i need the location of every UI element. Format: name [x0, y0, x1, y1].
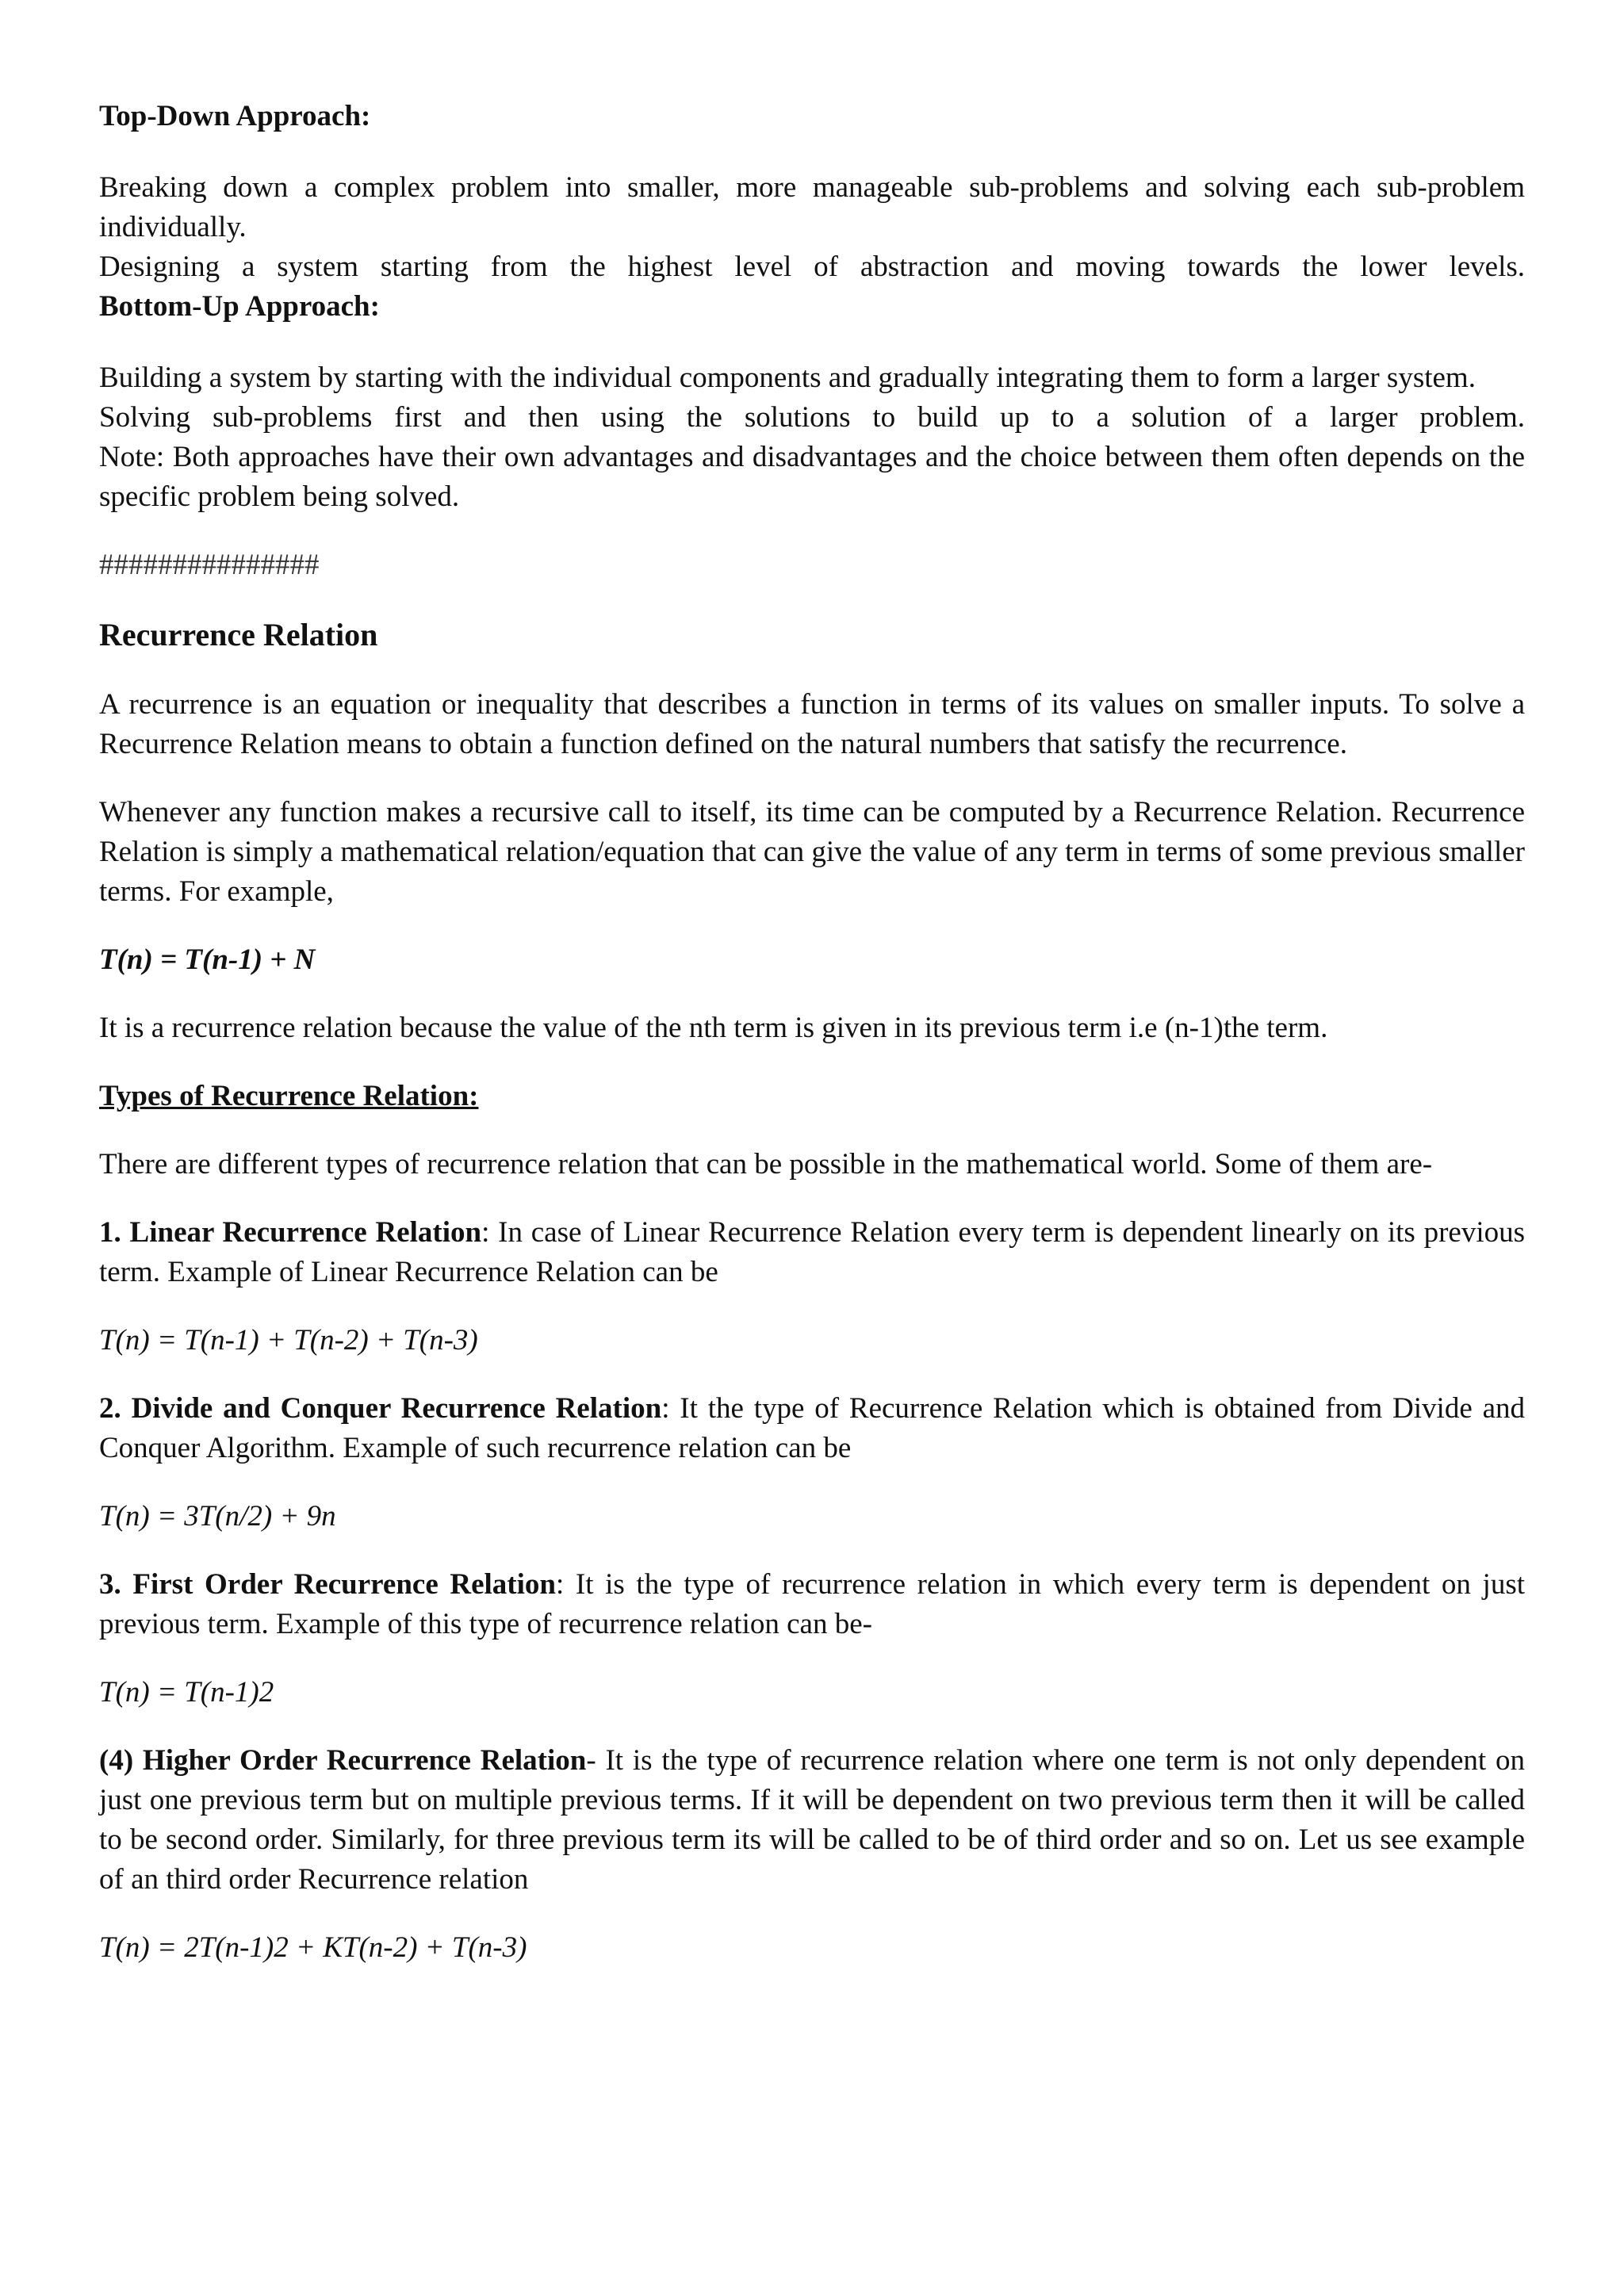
type-linear: [99, 1213, 1525, 1360]
type-first-order-desc: It is the type of recurrence relation in which every term is dependent on just previous term. Example of this type of recurrence relation can be-: [99, 1568, 1526, 1640]
type-first-order-sep: :: [555, 1568, 576, 1601]
type-divide-conquer: [99, 1389, 1525, 1536]
recurrence-title: Recurrence Relation: [99, 617, 378, 652]
recurrence-intro-1: A recurrence is an equation or inequality that describes a function in terms of its values on smaller inputs. To solve a Recurrence Relation means to obtain a function defined on the natural numbers that satisfy the recurrence.: [99, 688, 1525, 760]
type-divide-conquer-name: 2. Divide and Conquer Recurrence Relation: [99, 1392, 662, 1425]
type-higher-order-desc: It is the type of recurrence relation where one term is not only dependent on just one previous term but on multiple previous terms. If it will be dependent on two previous term then it will be called to be second order. Similarly, for three previous term its will be called to be of third order and so on. Let us see example of an third order Recurrence relation: [99, 1744, 1526, 1896]
type-linear-name: 1. Linear Recurrence Relation: [99, 1216, 482, 1249]
type-first-order-name: 3. First Order Recurrence Relation: [99, 1568, 556, 1601]
type-divide-conquer-desc: It the type of Recurrence Relation which is obtained from Divide and Conquer Algorithm. Example of such recurrence relation can be: [99, 1392, 1525, 1464]
type-linear-sep: :: [481, 1216, 499, 1249]
bottom-up-paragraph-1: Building a system by starting with the individual components and gradually integrating them to form a larger system.: [99, 362, 1476, 394]
type-linear-desc: In case of Linear Recurrence Relation every term is dependent linearly on its previous term. Example of Linear Recurrence Relation can be: [99, 1216, 1526, 1288]
recurrence-intro-2: Whenever any function makes a recursive call to itself, its time can be computed by a Recurrence Relation. Recurrence Relation is simply a mathematical relation/equation that can give the value of any term in terms of some previous smaller terms. For example,: [99, 796, 1525, 908]
type-first-order-text: [99, 1565, 1525, 1644]
type-higher-order-formula: T(n) = 2T(n-1)2 + KT(n-2) + T(n-3): [99, 1931, 527, 1964]
type-divide-conquer-formula: T(n) = 3T(n/2) + 9n: [99, 1500, 336, 1533]
type-higher-order-sep: -: [586, 1744, 606, 1777]
type-linear-formula: T(n) = T(n-1) + T(n-2) + T(n-3): [99, 1324, 478, 1357]
type-divide-conquer-sep: :: [661, 1392, 680, 1425]
top-down-heading: Top-Down Approach:: [99, 100, 371, 132]
type-divide-conquer-text: [99, 1389, 1525, 1468]
types-heading: Types of Recurrence Relation:: [99, 1080, 479, 1112]
bottom-up-heading: Bottom-Up Approach:: [99, 290, 380, 323]
type-higher-order-text: [99, 1741, 1525, 1900]
type-higher-order-name: (4) Higher Order Recurrence Relation: [99, 1744, 587, 1777]
top-down-paragraph-2: Designing a system starting from the highest level of abstraction and moving towards the lower levels.: [99, 251, 1525, 283]
top-down-paragraph-1: Breaking down a complex problem into smaller, more manageable sub-problems and solving each sub-problem individually.: [99, 171, 1525, 243]
bottom-up-note: Note: Both approaches have their own advantages and disadvantages and the choice between them often depends on the specific problem being solved.: [99, 441, 1525, 513]
type-linear-text: [99, 1213, 1525, 1292]
type-first-order: [99, 1565, 1525, 1712]
example-explanation: It is a recurrence relation because the value of the nth term is given in its previous term i.e (n-1)the term.: [99, 1012, 1328, 1044]
type-higher-order: [99, 1741, 1525, 1968]
types-intro: There are different types of recurrence relation that can be possible in the mathematical world. Some of them are-: [99, 1148, 1433, 1181]
section-separator: ###############: [99, 549, 320, 581]
example-formula: T(n) = T(n-1) + N: [99, 943, 316, 976]
bottom-up-paragraph-2: Solving sub-problems first and then using the solutions to build up to a solution of a larger problem.: [99, 401, 1525, 434]
type-first-order-formula: T(n) = T(n-1)2: [99, 1676, 274, 1709]
